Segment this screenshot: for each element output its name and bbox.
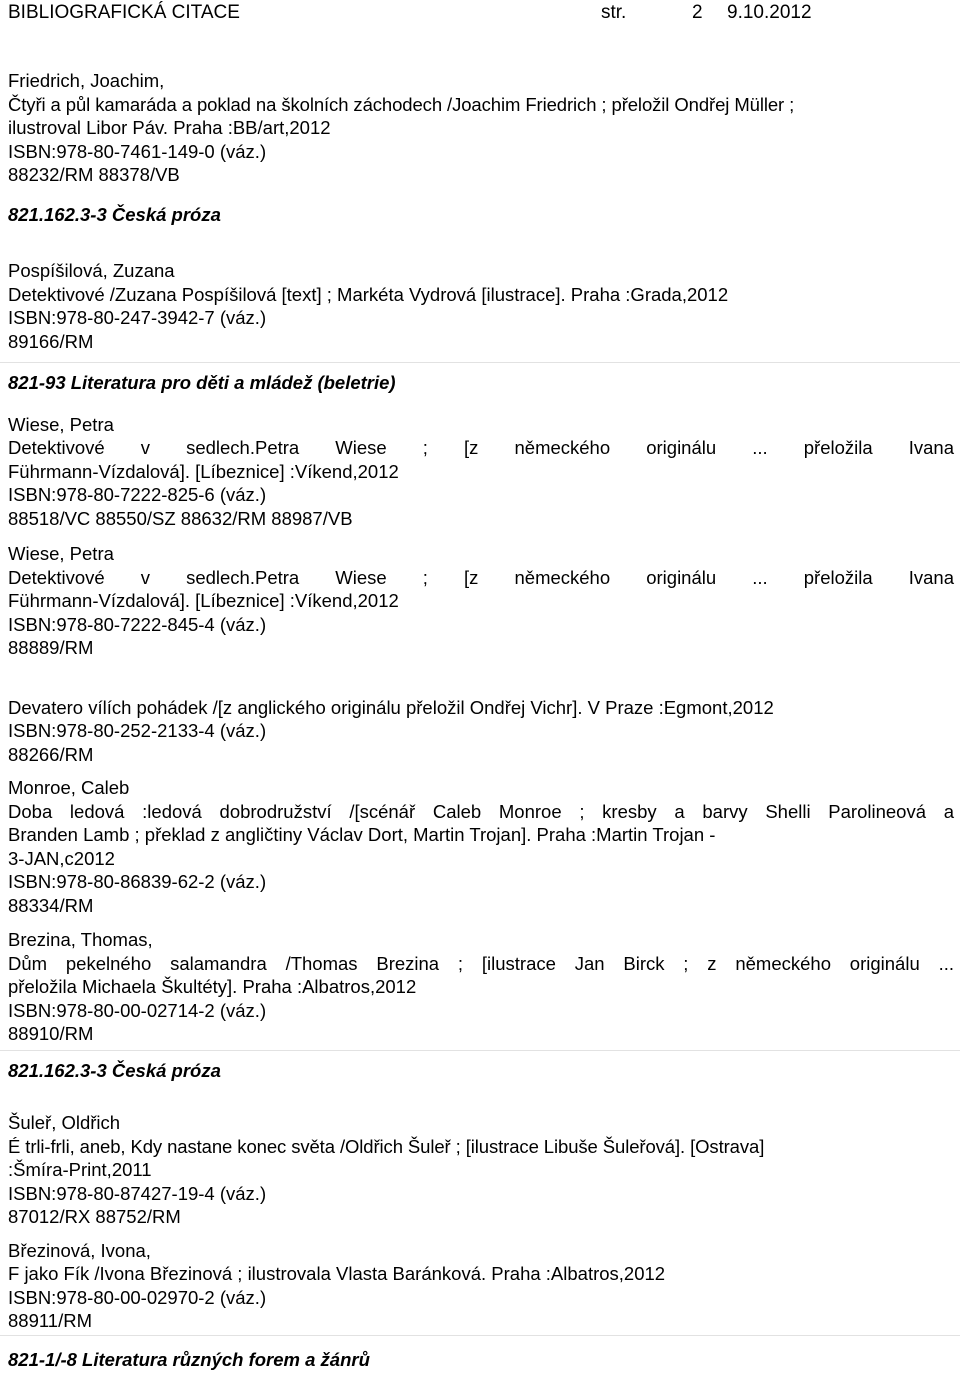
page-header: [8, 0, 954, 29]
entry-shelfmarks: 88889/RM: [8, 637, 94, 658]
entry-title-line: ilustroval Libor Páv. Praha :BB/art,2012: [8, 117, 331, 138]
header-str-label: str.: [601, 2, 627, 23]
entry-title-line: :Šmíra-Print,2011: [8, 1159, 152, 1180]
entry-isbn: ISBN:978-80-7461-149-0 (váz.): [8, 140, 267, 162]
entry-shelfmarks: 88518/VC 88550/SZ 88632/RM 88987/VB: [8, 507, 353, 529]
entry-title-line: Detektivové /Zuzana Pospíšilová [text] ; Markéta Vydrová [ilustrace]. Praha :Grada,2012: [8, 283, 729, 305]
section-heading: 821-1/-8 Literatura různých forem a žánrů: [8, 1348, 370, 1370]
entry-author: Monroe, Caleb: [8, 777, 130, 798]
bibliographic-entry: [8, 1239, 954, 1333]
entry-author: Brezina, Thomas,: [8, 929, 153, 950]
bibliographic-entry: [8, 1111, 954, 1229]
entry-title-line: É trli-frli, aneb, Kdy nastane konec světa /Oldřich Šuleř ; [ilustrace Libuše Šuleřová]. [Ostrava]: [8, 1135, 765, 1157]
section-heading: 821-93 Literatura pro děti a mládež (beletrie): [8, 372, 396, 393]
entry-title-line: Detektivové v sedlech.Petra Wiese ; [z německého originálu ... přeložila Ivana: [8, 437, 954, 458]
entry-author: Březinová, Ivona,: [8, 1239, 151, 1261]
entry-shelfmarks: 88910/RM: [8, 1023, 94, 1044]
bibliographic-entry: [8, 413, 954, 531]
entry-shelfmarks: 88232/RM 88378/VB: [8, 164, 180, 185]
bibliographic-entry: [8, 696, 954, 767]
entry-title-line: Dům pekelného salamandra /Thomas Brezina ; [ilustrace Jan Birck ; z německého originálu ...: [8, 952, 954, 974]
entry-title-line: Detektivové v sedlech.Petra Wiese ; [z německého originálu ... přeložila Ivana: [8, 566, 954, 588]
entry-isbn: ISBN:978-80-00-02970-2 (váz.): [8, 1286, 267, 1308]
entry-shelfmarks: 87012/RX 88752/RM: [8, 1206, 181, 1227]
entry-title-line: Branden Lamb ; překlad z angličtiny Václav Dort, Martin Trojan]. Praha :Martin Trojan -: [8, 824, 716, 845]
entry-isbn: ISBN:978-80-7222-845-4 (váz.): [8, 613, 267, 635]
entry-title-line: Führmann-Vízdalová]. [Líbeznice] :Víkend,2012: [8, 460, 399, 482]
entry-author: Pospíšilová, Zuzana: [8, 260, 175, 281]
bibliographic-entry: [8, 928, 954, 1046]
entry-shelfmarks: 89166/RM: [8, 330, 94, 352]
bibliographic-entry: [8, 259, 954, 353]
entry-title-line: Doba ledová :ledová dobrodružství /[scénář Caleb Monroe ; kresby a barvy Shelli Parolineová a: [8, 800, 954, 822]
entry-title-line: Führmann-Vízdalová]. [Líbeznice] :Víkend,2012: [8, 590, 399, 611]
bibliographic-entry: [8, 542, 954, 660]
entry-shelfmarks: 88266/RM: [8, 743, 94, 765]
entry-author: Wiese, Petra: [8, 543, 114, 564]
section-heading: 821.162.3-3 Česká próza: [8, 1059, 221, 1081]
header-title: BIBLIOGRAFICKÁ CITACE: [8, 2, 240, 23]
entry-isbn: ISBN:978-80-252-2133-4 (váz.): [8, 720, 267, 741]
entry-isbn: ISBN:978-80-7222-825-6 (váz.): [8, 484, 267, 505]
entry-title-line: F jako Fík /Ivona Březinová ; ilustrovala Vlasta Baránková. Praha :Albatros,2012: [8, 1263, 666, 1284]
entry-shelfmarks: 88334/RM: [8, 894, 94, 916]
document-page: [8, 0, 954, 1371]
entry-author: Šuleř, Oldřich: [8, 1112, 121, 1133]
entry-shelfmarks: 88911/RM: [8, 1310, 92, 1331]
bibliographic-entry: [8, 776, 954, 917]
entry-isbn: ISBN:978-80-86839-62-2 (váz.): [8, 871, 267, 892]
header-date: 9.10.2012: [727, 2, 812, 23]
entry-title-line: Devatero vílích pohádek /[z anglického originálu přeložil Ondřej Vichr]. V Praze :Egmont,2012: [8, 696, 774, 718]
entry-title-line: Čtyři a půl kamaráda a poklad na školních záchodech /Joachim Friedrich ; přeložil Ondřej Müller ;: [8, 93, 795, 115]
entry-isbn: ISBN:978-80-87427-19-4 (váz.): [8, 1182, 267, 1204]
bibliographic-entry: [8, 69, 954, 187]
entry-title-line: přeložila Michaela Škultéty]. Praha :Albatros,2012: [8, 976, 417, 997]
entry-title-line: 3-JAN,c2012: [8, 847, 115, 869]
entry-author: Friedrich, Joachim,: [8, 70, 165, 91]
entry-isbn: ISBN:978-80-00-02714-2 (váz.): [8, 999, 267, 1021]
entry-isbn: ISBN:978-80-247-3942-7 (váz.): [8, 307, 267, 328]
section-heading: 821.162.3-3 Česká próza: [8, 203, 221, 225]
header-page-number: 2: [692, 2, 703, 23]
entry-author: Wiese, Petra: [8, 413, 114, 435]
